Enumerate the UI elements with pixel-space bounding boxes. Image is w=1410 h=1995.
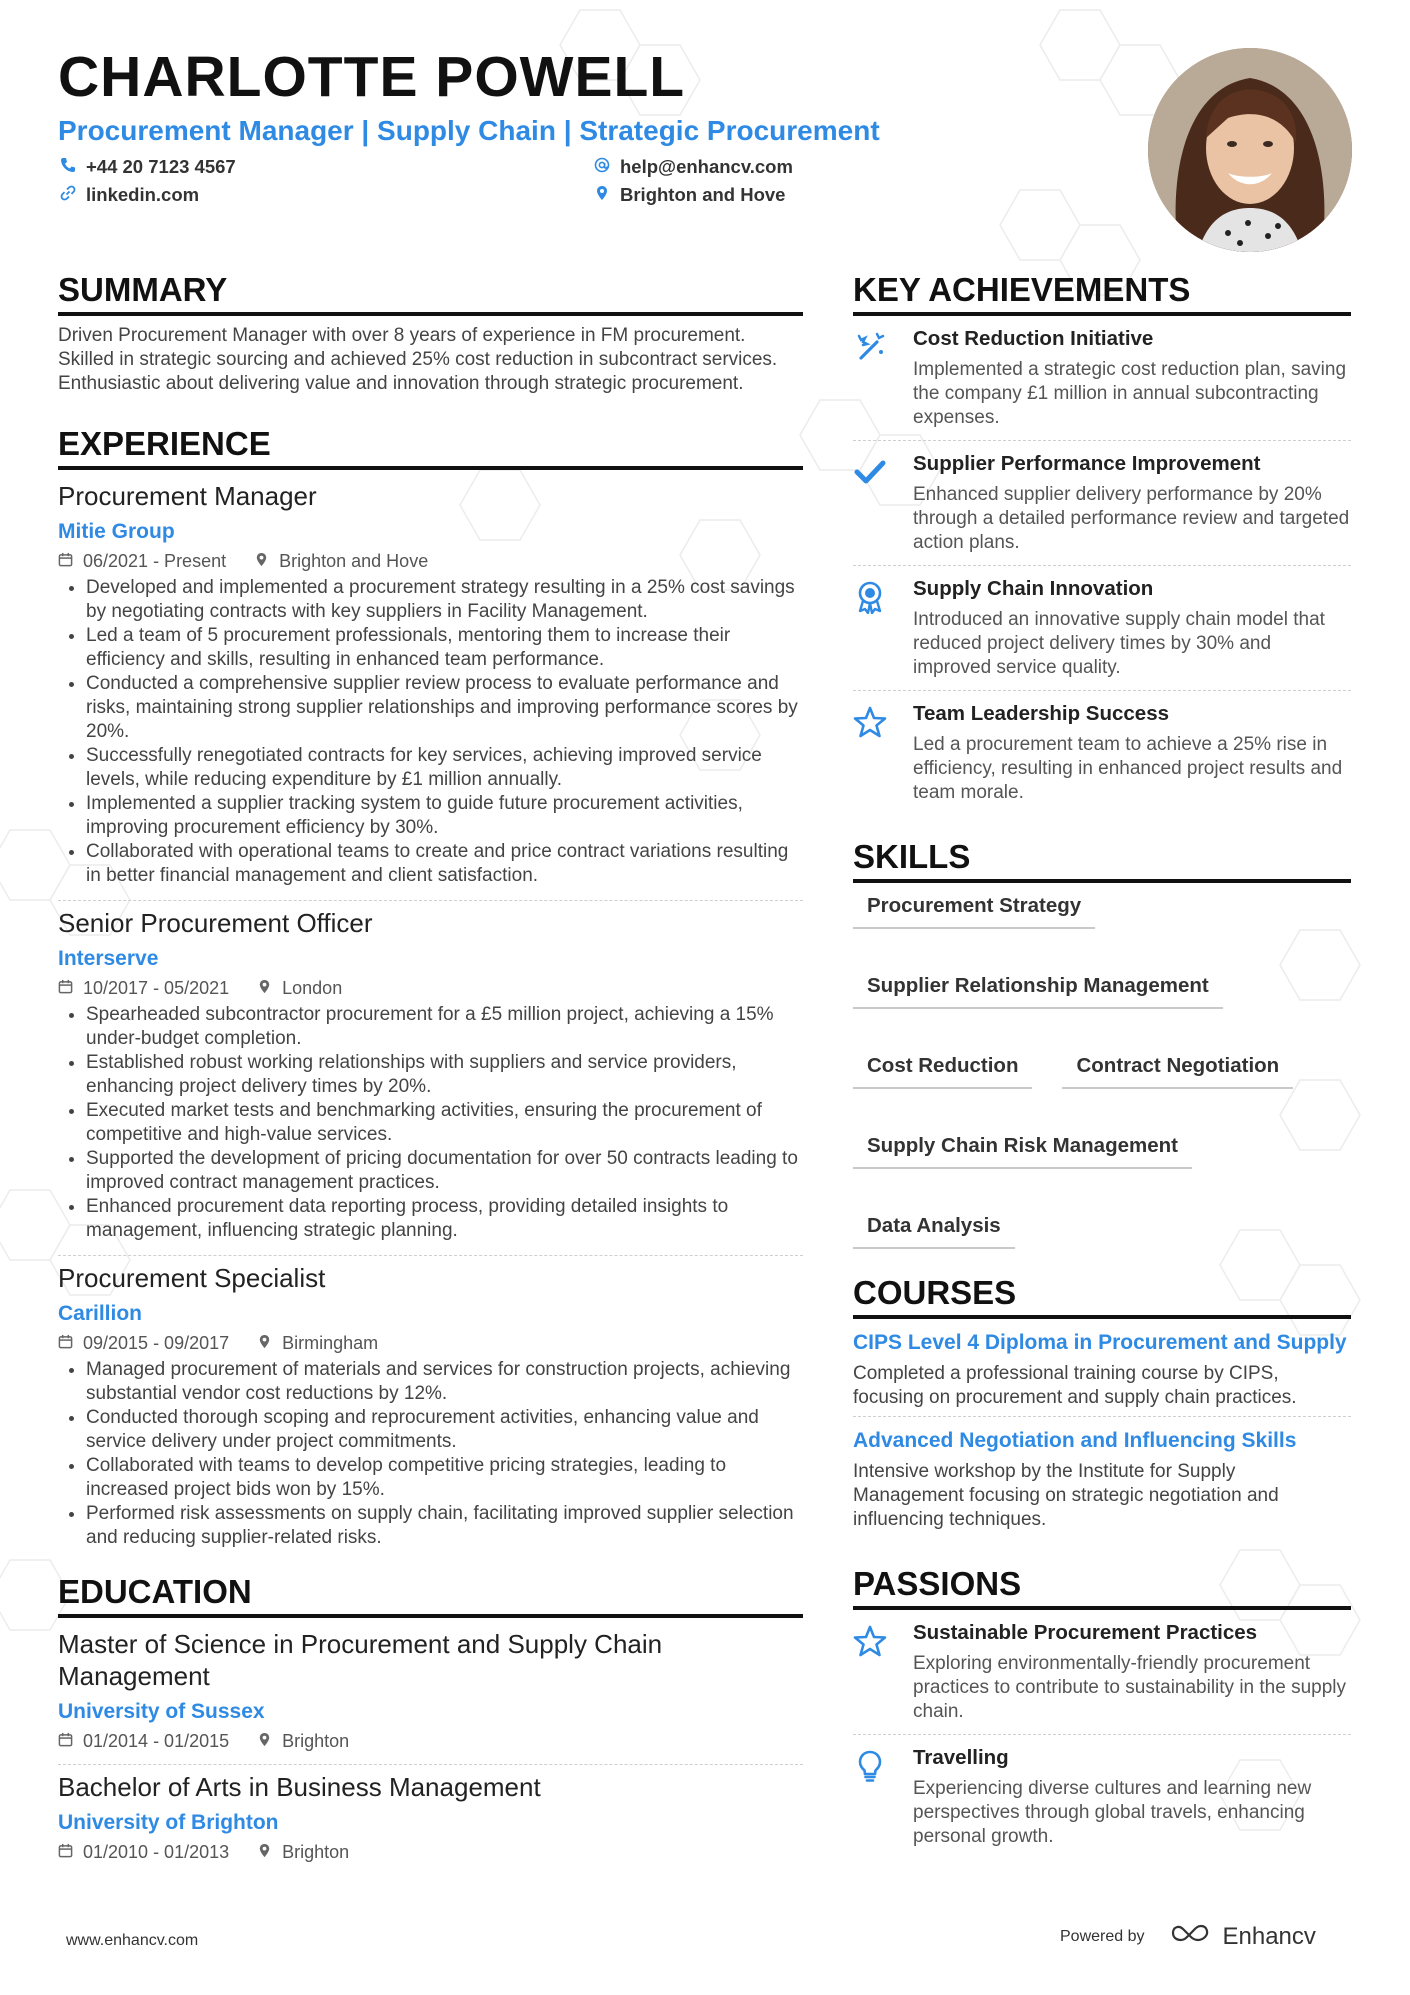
job-bullet: • Developed and implemented a procurement strategy resulting in a 25% cost savings by negotiating contracts with key suppliers in Facility Management. — [86, 576, 803, 624]
achievement-item — [853, 440, 1351, 565]
magic-wand-icon — [853, 326, 893, 430]
job-title: Procurement Manager — [58, 481, 317, 511]
education-meta — [58, 1730, 803, 1752]
contact-email[interactable] — [594, 156, 793, 178]
education-section — [58, 1572, 803, 1869]
education-location: Brighton — [282, 1731, 350, 1751]
achievements-section — [853, 270, 1351, 815]
school-name: University of Sussex — [58, 1700, 265, 1723]
courses-heading: COURSES — [853, 1273, 1351, 1319]
degree-title: Master of Science in Procurement and Supply Chain Management — [58, 1629, 663, 1691]
job-bullet: • Collaborated with operational teams to create and price contract variations resulting in better financial management and client satisfaction. — [86, 840, 803, 888]
job-bullet: • Spearheaded subcontractor procurement for a £5 million project, achieving a 15% under-budget completion. — [86, 1003, 803, 1051]
skill-tag: Cost Reduction — [853, 1053, 1032, 1089]
course-title: CIPS Level 4 Diploma in Procurement and Supply — [853, 1331, 1347, 1354]
education-location: Brighton — [282, 1842, 350, 1862]
job-bullets — [58, 576, 803, 888]
right-column — [853, 270, 1351, 1859]
job-title: Senior Procurement Officer — [58, 908, 373, 938]
achievements-heading: KEY ACHIEVEMENTS — [853, 270, 1351, 316]
summary-section — [58, 270, 803, 396]
award-badge-icon — [853, 576, 893, 680]
candidate-title: Procurement Manager | Supply Chain | Strategic Procurement — [58, 115, 880, 146]
course-item — [853, 1416, 1351, 1538]
education-dates: 01/2014 - 01/2015 — [83, 1731, 230, 1751]
job-dates: 09/2015 - 09/2017 — [83, 1333, 230, 1353]
location-pin-icon — [594, 184, 610, 206]
job-dates: 06/2021 - Present — [83, 551, 227, 571]
passion-title: Travelling — [913, 1746, 1009, 1769]
contact-info — [58, 156, 1118, 216]
job-location: Birmingham — [282, 1333, 379, 1353]
company-name: Mitie Group — [58, 520, 175, 543]
education-meta — [58, 1841, 803, 1863]
email-text: help@enhancv.com — [620, 156, 793, 177]
calendar-icon — [58, 550, 73, 572]
job-bullet: • Conducted thorough scoping and reprocurement activities, enhancing value and service delivery under project commitments. — [86, 1406, 803, 1454]
skills-list — [853, 893, 1351, 1249]
experience-item — [58, 1255, 803, 1556]
course-title: Advanced Negotiation and Influencing Skills — [853, 1429, 1297, 1452]
achievement-title: Supplier Performance Improvement — [913, 452, 1261, 475]
job-bullet: • Executed market tests and benchmarking activities, ensuring the procurement of competitive and high-value services. — [86, 1099, 803, 1147]
experience-heading: EXPERIENCE — [58, 424, 803, 470]
job-bullet: • Led a team of 5 procurement professionals, mentoring them to increase their efficiency and skills, resulting in enhanced team performance. — [86, 624, 803, 672]
job-bullet: • Enhanced procurement data reporting process, providing detailed insights to management, influencing strategic planning. — [86, 1195, 803, 1243]
calendar-icon — [58, 1730, 73, 1752]
contact-linkedin[interactable] — [60, 184, 199, 206]
brand-name: Enhancv — [1222, 1922, 1316, 1950]
job-bullets — [58, 1003, 803, 1243]
education-item — [58, 1764, 803, 1869]
job-dates: 10/2017 - 05/2021 — [83, 978, 230, 998]
powered-by-label: Powered by — [1060, 1927, 1145, 1945]
star-icon — [853, 1620, 893, 1724]
achievement-desc: Introduced an innovative supply chain model that reduced project delivery times by 30% and improved service quality. — [913, 609, 1325, 678]
job-bullet: • Conducted a comprehensive supplier review process to evaluate performance and risks, maintaining strong supplier relationships and improving performance scores by 20%. — [86, 672, 803, 744]
contact-location — [594, 184, 785, 206]
job-bullet: • Implemented a supplier tracking system to guide future procurement activities, improving procurement efficiency by 30%. — [86, 792, 803, 840]
job-location: London — [282, 978, 343, 998]
achievement-desc: Led a procurement team to achieve a 25% rise in efficiency, resulting in enhanced project results and team morale. — [913, 734, 1343, 803]
profile-photo — [1148, 48, 1352, 252]
achievement-item — [853, 690, 1351, 815]
achievement-desc: Implemented a strategic cost reduction plan, saving the company £1 million in annual subcontracting expenses. — [913, 359, 1347, 428]
achievement-desc: Enhanced supplier delivery performance by 20% through a detailed performance review and targeted action plans. — [913, 484, 1350, 553]
at-sign-icon — [594, 156, 610, 178]
job-location: Brighton and Hove — [279, 551, 429, 571]
degree-title: Bachelor of Arts in Business Management — [58, 1772, 541, 1802]
job-bullet: • Successfully renegotiated contracts for key services, achieving improved service levels, while reducing expenditure by £1 million annually. — [86, 744, 803, 792]
job-bullet: • Managed procurement of materials and services for construction projects, achieving substantial vendor cost reductions by 12%. — [86, 1358, 803, 1406]
education-dates: 01/2010 - 01/2013 — [83, 1842, 230, 1862]
skill-tag: Data Analysis — [853, 1213, 1015, 1249]
location-pin-icon — [254, 550, 269, 572]
course-desc: Intensive workshop by the Institute for Supply Management focusing on strategic negotiation and influencing techniques. — [853, 1461, 1279, 1530]
job-meta — [58, 1332, 803, 1354]
location-text: Brighton and Hove — [620, 184, 786, 205]
skill-tag: Supply Chain Risk Management — [853, 1133, 1192, 1169]
passion-desc: Exploring environmentally-friendly procurement practices to contribute to sustainability in the supply chain. — [913, 1653, 1347, 1722]
location-pin-icon — [257, 1841, 272, 1863]
achievement-title: Supply Chain Innovation — [913, 577, 1154, 600]
experience-item — [58, 480, 803, 894]
achievement-item — [853, 316, 1351, 440]
linkedin-text: linkedin.com — [86, 184, 200, 205]
candidate-name: CHARLOTTE POWELL — [58, 45, 686, 109]
job-meta — [58, 977, 803, 999]
job-bullets — [58, 1358, 803, 1550]
footer-website[interactable]: www.enhancv.com — [66, 1932, 199, 1949]
passions-heading: PASSIONS — [853, 1564, 1351, 1610]
infinity-logo-icon — [1169, 1922, 1213, 1951]
star-icon — [853, 701, 893, 805]
achievement-title: Cost Reduction Initiative — [913, 327, 1154, 350]
resume-header — [58, 44, 1118, 216]
achievement-item — [853, 565, 1351, 690]
job-bullet: • Established robust working relationships with suppliers and service providers, enhancing project delivery times by 20%. — [86, 1051, 803, 1099]
footer-branding — [1060, 1922, 1316, 1951]
achievement-title: Team Leadership Success — [913, 702, 1169, 725]
summary-text: Driven Procurement Manager with over 8 years of experience in FM procurement. Skilled in strategic sourcing and achieved 25% cost reduction in subcontract services. Enthusiastic about delivering value and innovation through strategic procurement. — [58, 325, 778, 394]
brand-logo[interactable] — [1169, 1922, 1316, 1951]
passions-section — [853, 1564, 1351, 1859]
calendar-icon — [58, 1332, 73, 1354]
skill-tag: Contract Negotiation — [1062, 1053, 1293, 1089]
phone-text: +44 20 7123 4567 — [86, 156, 236, 177]
school-name: University of Brighton — [58, 1811, 279, 1834]
company-name: Carillion — [58, 1302, 143, 1325]
contact-phone — [60, 156, 236, 178]
courses-section — [853, 1273, 1351, 1538]
company-name: Interserve — [58, 947, 159, 970]
job-bullet: • Supported the development of pricing documentation for over 50 contracts leading to improved contract management practices. — [86, 1147, 803, 1195]
education-item — [58, 1628, 803, 1758]
checkmark-icon — [853, 451, 893, 555]
job-meta — [58, 550, 803, 572]
skills-section — [853, 837, 1351, 1249]
location-pin-icon — [257, 1332, 272, 1354]
course-item — [853, 1319, 1351, 1416]
phone-icon — [60, 156, 76, 178]
skill-tag: Procurement Strategy — [853, 893, 1095, 929]
job-bullet: • Performed risk assessments on supply chain, facilitating improved supplier selection and reducing supplier-related risks. — [86, 1502, 803, 1550]
experience-item — [58, 900, 803, 1249]
summary-heading: SUMMARY — [58, 270, 803, 316]
skills-heading: SKILLS — [853, 837, 1351, 883]
left-column — [58, 270, 803, 1869]
skill-tag: Supplier Relationship Management — [853, 973, 1223, 1009]
passion-title: Sustainable Procurement Practices — [913, 1621, 1258, 1644]
passion-desc: Experiencing diverse cultures and learning new perspectives through global travels, enhancing personal growth. — [913, 1778, 1312, 1847]
education-heading: EDUCATION — [58, 1572, 803, 1618]
course-desc: Completed a professional training course by CIPS, focusing on procurement and supply chain practices. — [853, 1363, 1297, 1408]
job-bullet: • Collaborated with teams to develop competitive pricing strategies, leading to increased project bids won by 15%. — [86, 1454, 803, 1502]
location-pin-icon — [257, 977, 272, 999]
calendar-icon — [58, 1841, 73, 1863]
location-pin-icon — [257, 1730, 272, 1752]
lightbulb-icon — [853, 1745, 893, 1849]
job-title: Procurement Specialist — [58, 1263, 326, 1293]
passion-item — [853, 1610, 1351, 1734]
passion-item — [853, 1734, 1351, 1859]
calendar-icon — [58, 977, 73, 999]
experience-section — [58, 424, 803, 1556]
link-icon — [60, 184, 76, 206]
